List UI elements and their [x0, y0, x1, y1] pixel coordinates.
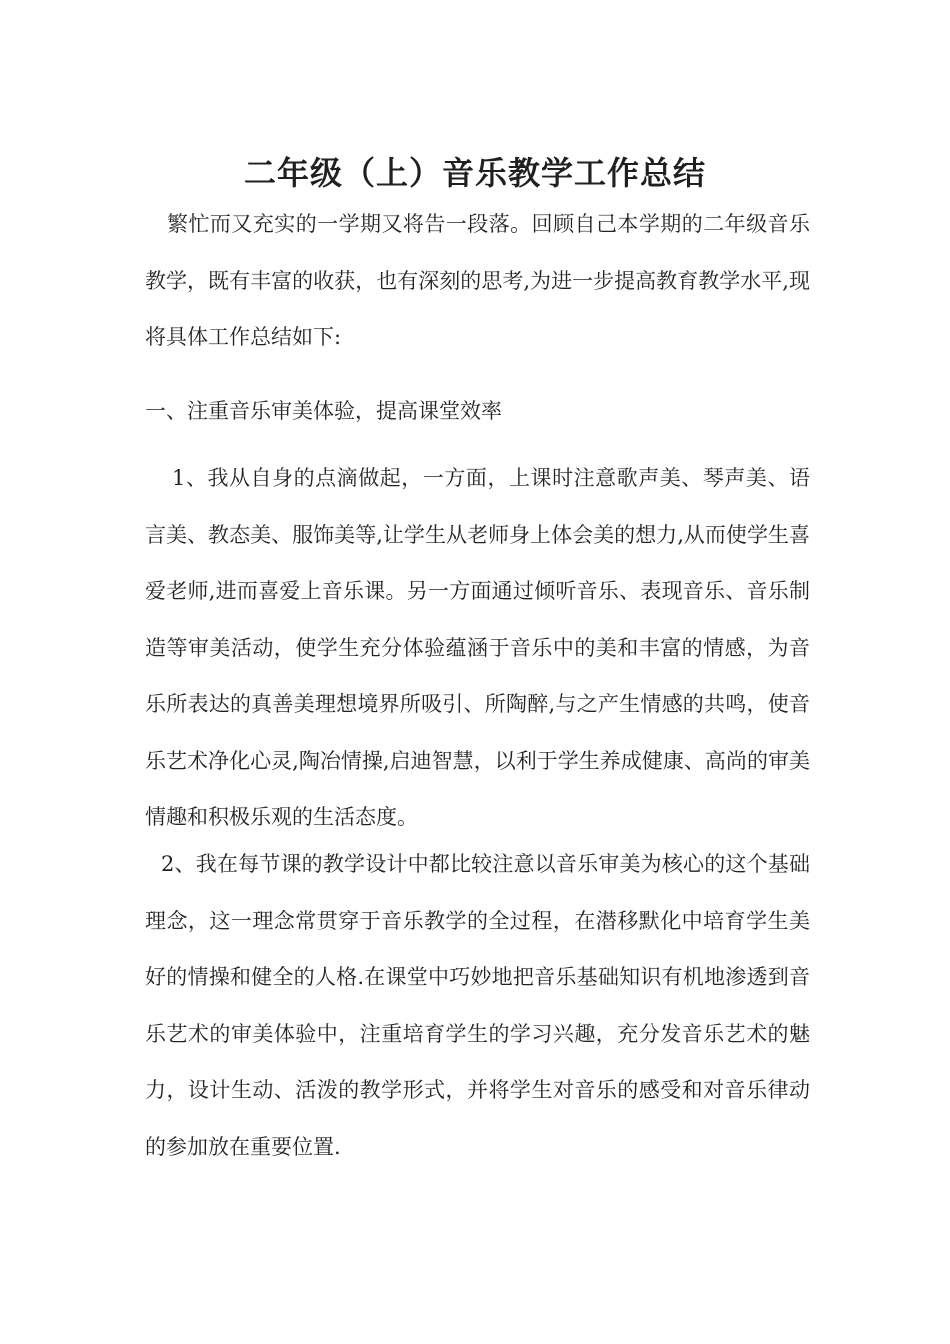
- section-heading: 一、注重音乐审美体验，提高课堂效率: [145, 399, 502, 423]
- item-paragraph-2: 2、我在每节课的教学设计中都比较注意以音乐审美为核心的这个基础理念，这一理念常贯穿于音乐教学的全过程，在潜移默化中培育学生美好的情操和健全的人格.在课堂中巧妙地把音乐基础知识有机地渗透到音乐艺术的审美体验中，注重培育学生的学习兴趣，充分发音乐艺术的魅力，设计生动、活泼的教学形式，并将学生对音乐的感受和对音乐律动的参加放在重要位置.: [145, 852, 810, 1159]
- item-paragraph-1: 1、我从自身的点滴做起，一方面，上课时注意歌声美、琴声美、语言美、教态美、服饰美等,让学生从老师身上体会美的想力,从而使学生喜爱老师,进而喜爱上音乐课。另一方面通过倾听音乐、表现音乐、音乐制造等审美活动，使学生充分体验蕴涵于音乐中的美和丰富的情感，为音乐所表达的真善美理想境界所吸引、所陶醉,与之产生情感的共鸣，使音乐艺术净化心灵,陶冶情操,启迪智慧，以利于学生养成健康、高尚的审美情趣和积极乐观的生活态度。: [145, 466, 810, 829]
- document-title: 二年级（上）音乐教学工作总结: [243, 154, 706, 193]
- intro-paragraph: 繁忙而又充实的一学期又将告一段落。回顾自己本学期的二年级音乐教学，既有丰富的收获，也有深刻的思考,为进一步提高教育教学水平,现将具体工作总结如下:: [145, 212, 810, 349]
